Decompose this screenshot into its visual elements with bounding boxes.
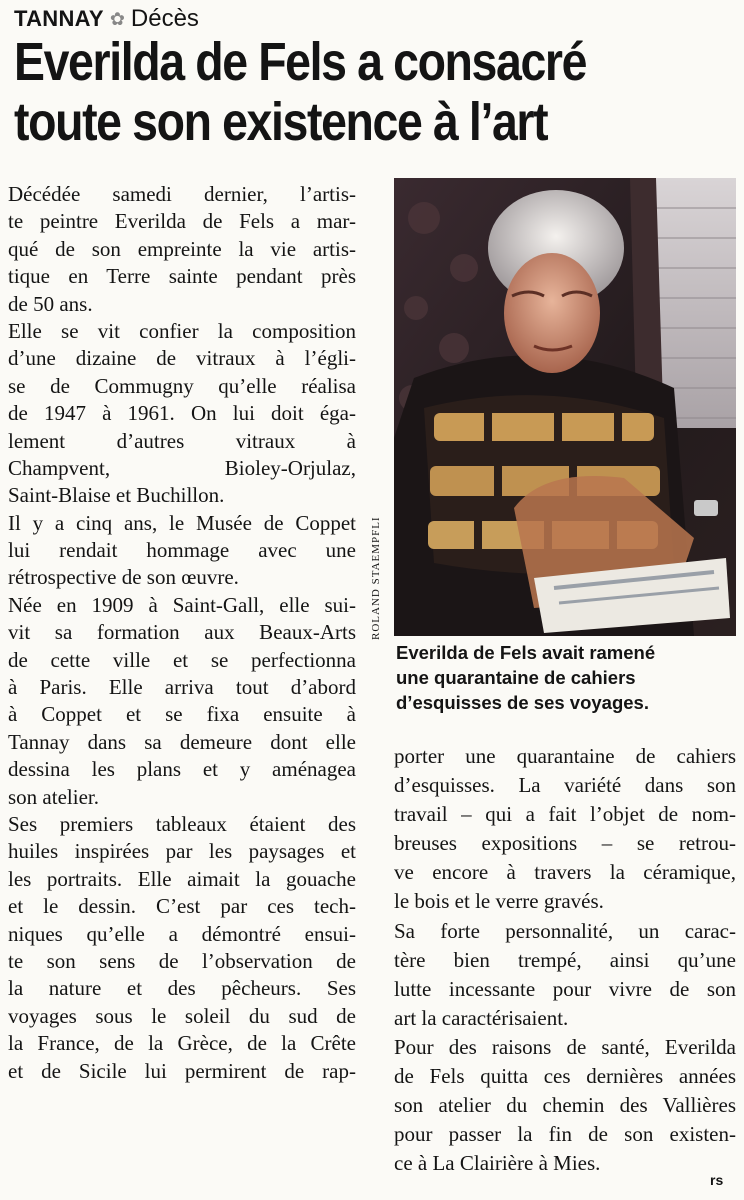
body-line: à Coppet et se fixa ensuite à [8, 702, 356, 727]
author-signature: rs [710, 1172, 724, 1188]
body-line: la nature et des pêcheurs. Ses [8, 976, 356, 1001]
body-line: lutte incessante pour vivre de son [394, 976, 736, 1001]
headline-line: Everilda de Fels a consacré [14, 32, 587, 92]
body-line: à Paris. Elle arriva tout d’abord [8, 675, 356, 700]
body-line: son atelier. [8, 784, 99, 809]
kicker-rubric: Décès [130, 5, 199, 32]
body-line: vit sa formation aux Beaux-Arts [8, 620, 356, 645]
body-line: d’esquisses. La variété dans son [394, 773, 736, 798]
body-line: de 50 ans. [8, 291, 93, 316]
kicker-location: TANNAY [14, 6, 104, 31]
body-line: Il y a cinq ans, le Musée de Coppet [8, 510, 356, 535]
caption-line: Everilda de Fels avait ramené [396, 642, 656, 663]
body-line: ve encore à travers la céramique, [394, 860, 736, 885]
body-column-right [394, 742, 736, 1178]
caption-line: d’esquisses de ses voyages. [396, 692, 649, 713]
body-line: Saint-Blaise et Buchillon. [8, 483, 225, 508]
photo-caption [396, 640, 736, 715]
body-line: breuses expositions – se retrou- [394, 831, 736, 856]
body-line: se de Commugny qu’elle réalisa [8, 373, 356, 398]
portrait-photo-image [394, 178, 736, 636]
body-line: dessina les plans et y aménagea [8, 757, 356, 782]
body-line: pour passer la fin de son existen- [394, 1122, 736, 1147]
portrait-photo [394, 178, 736, 636]
body-line: d’une dizaine de vitraux à l’égli- [8, 346, 356, 371]
body-line: Décédée samedi dernier, l’artis- [8, 182, 356, 206]
caption-line: une quarantaine de cahiers [396, 667, 636, 688]
photo-credit: ROLAND STAEMPFLI [370, 516, 382, 640]
body-line: ce à La Clairière à Mies. [394, 1151, 601, 1176]
body-line: te son sens de l’observation de [8, 948, 356, 973]
body-line: son atelier du chemin des Vallières [394, 1093, 736, 1118]
kicker [14, 4, 199, 34]
body-line: rétrospective de son œuvre. [8, 565, 239, 590]
body-line: Champvent, Bioley-Orjulaz, [8, 455, 356, 480]
body-line: le bois et le verre gravés. [394, 889, 604, 914]
body-line: lement d’autres vitraux à [8, 428, 356, 453]
body-line: la France, de la Grèce, de la Crête [8, 1031, 356, 1056]
body-line: de 1947 à 1961. On lui doit éga- [8, 401, 356, 426]
body-line: et de Sicile lui permirent de rap- [8, 1058, 356, 1083]
body-column-left [8, 181, 356, 1085]
body-line: les portraits. Elle aimait la gouache [8, 866, 356, 891]
body-line: Elle se vit confier la composition [8, 318, 356, 343]
body-line: te peintre Everilda de Fels a mar- [8, 209, 356, 234]
body-line: huiles inspirées par les paysages et [8, 839, 356, 864]
body-line: de cette ville et se perfectionna [8, 647, 356, 672]
body-line: de Fels quitta ces dernières années [394, 1064, 736, 1089]
body-line: Née en 1909 à Saint-Gall, elle sui- [8, 592, 356, 617]
body-line: Tannay dans sa demeure dont elle [8, 729, 356, 754]
body-line: qué de son empreinte la vie artis- [8, 236, 356, 261]
body-line: tique en Terre sainte pendant près [8, 264, 356, 289]
body-line: voyages sous le soleil du sud de [8, 1003, 356, 1028]
body-line: lui rendait hommage avec une [8, 538, 356, 563]
body-line: art la caractérisaient. [394, 1005, 569, 1030]
headline-line: toute son existence à l’art [14, 92, 548, 152]
body-line: tère bien trempé, ainsi qu’une [394, 947, 736, 972]
body-line: Ses premiers tableaux étaient des [8, 811, 356, 836]
body-line: niques qu’elle a démontré ensui- [8, 921, 356, 946]
body-line: travail – qui a fait l’objet de nom- [394, 802, 736, 827]
body-line: Sa forte personnalité, un carac- [394, 918, 736, 943]
kicker-separator-icon: ✿ [109, 8, 125, 29]
body-line: et le dessin. C’est par ces tech- [8, 894, 356, 919]
headline [14, 32, 633, 152]
body-line: Pour des raisons de santé, Everilda [394, 1034, 736, 1059]
body-line: porter une quarantaine de cahiers [394, 744, 736, 768]
